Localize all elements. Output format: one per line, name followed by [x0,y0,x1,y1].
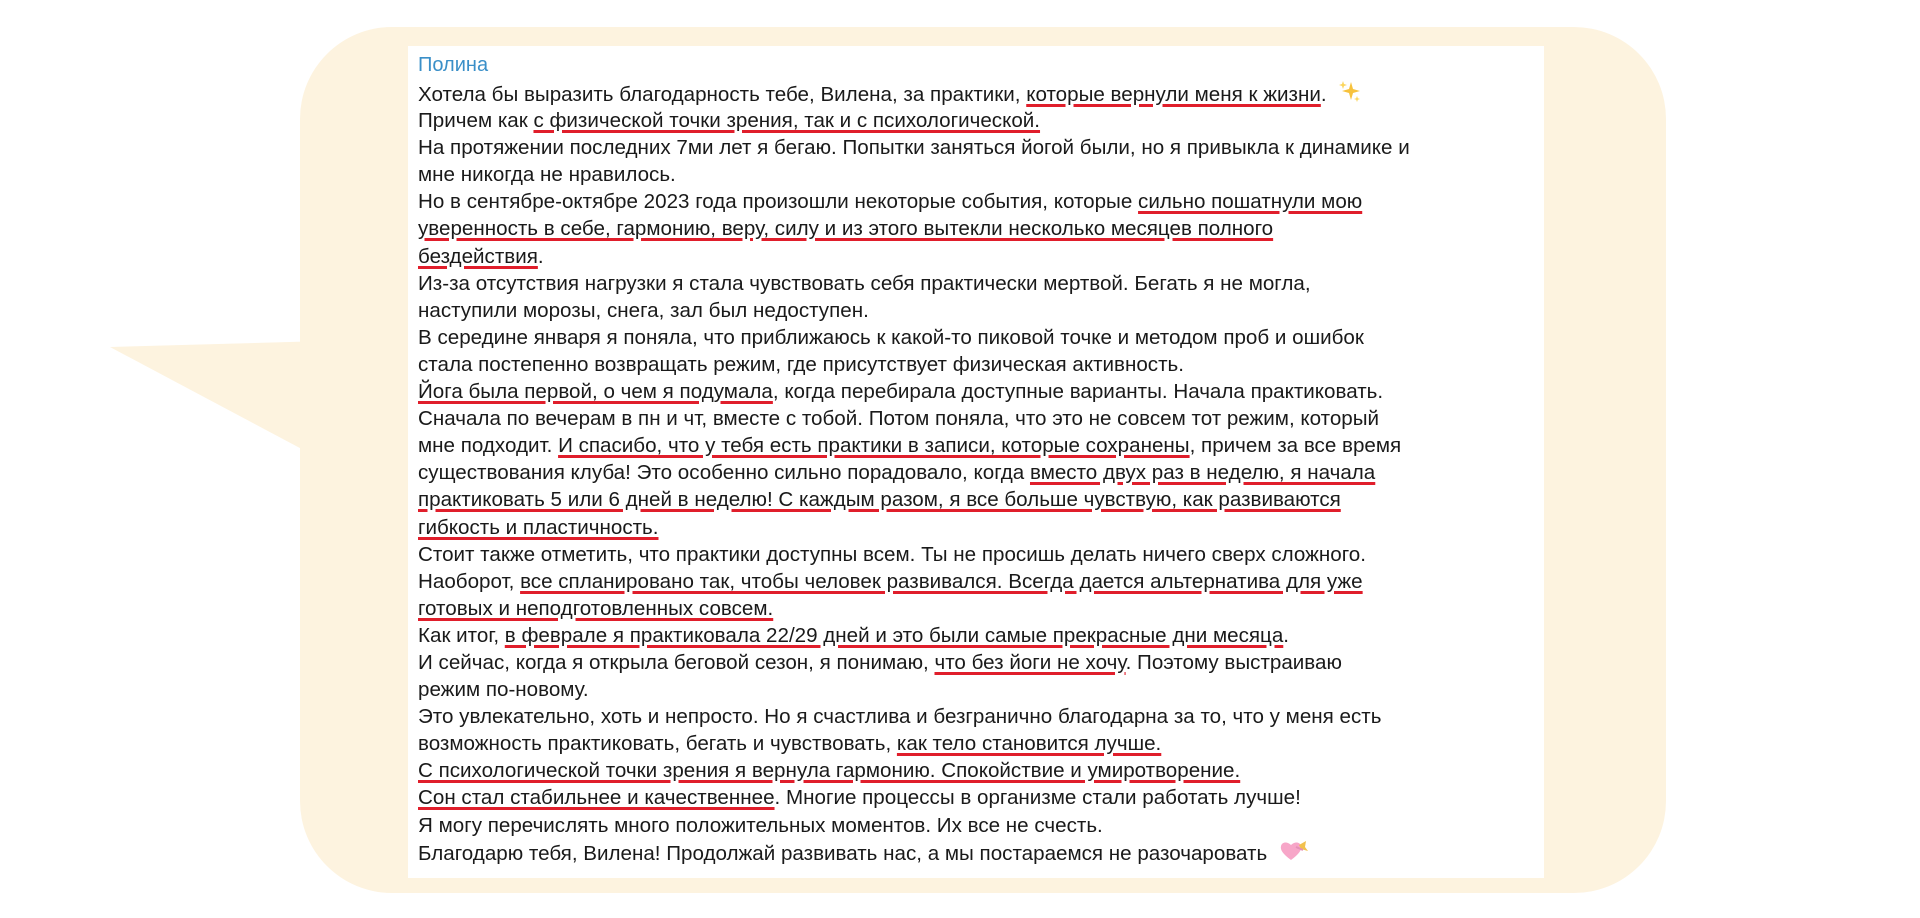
message-text: . [1283,623,1290,647]
message-text: . [1320,82,1333,106]
message-line [418,730,1538,757]
message-line [418,107,1538,134]
message-line [418,161,1538,188]
message-text: режим по-новому. [418,678,589,702]
message-text: . [537,244,544,268]
message-line [418,351,1538,378]
highlighted-text: готовых и неподготовленных совсем. [418,596,774,620]
message-line [418,405,1538,432]
message-line [418,459,1538,486]
message-text: наступили морозы, снега, зал был недоступен. [418,298,869,322]
message-text: стала постепенно возвращать режим, где присутствует физическая активность. [418,352,1184,376]
highlighted-text: как тело становится лучше. [896,732,1162,756]
message-line [418,324,1538,351]
sparkles-icon [1338,80,1362,111]
message-line [418,757,1538,784]
message-text: Это увлекательно, хоть и непросто. Но я счастлива и безгранично благодарна за то, что у меня есть [418,705,1382,729]
message-line [418,622,1538,649]
message-line [418,297,1538,324]
highlighted-text: гибкость и пластичность. [418,515,659,539]
message-line [418,270,1538,297]
message-line [418,568,1538,595]
message-body [418,80,1538,866]
highlighted-text: практиковать 5 или 6 дней в неделю! С каждым разом, я все больше чувствую, как развиваются [418,488,1341,512]
highlighted-text: вместо двух раз в неделю, я начала [1029,461,1376,485]
highlighted-text: Йога была первой, о чем я подумала [418,380,773,404]
highlighted-text: в феврале я практиковала 22/29 дней и это были самые прекрасные дни месяца [504,623,1284,647]
highlighted-text: все спланировано так, чтобы человек развивался. Всегда дается альтернатива для уже [520,569,1363,593]
highlighted-text: И спасибо, что у тебя есть практики в записи, которые сохранены [558,434,1190,458]
highlighted-text: которые вернули меня к жизни [1026,82,1321,106]
message-text: Благодарю тебя, Вилена! Продолжай развивать нас, а мы постараемся не разочаровать [418,841,1273,865]
highlighted-text: Сон стал стабильнее и качественнее [418,786,775,810]
heart-with-ribbon-icon [1279,839,1309,870]
message-text: , причем за все время [1189,434,1402,458]
message-line [418,649,1538,676]
message-text: . Многие процессы в организме стали работать лучше! [774,786,1301,810]
highlighted-text: что без йоги не хочу [934,650,1126,674]
message-line [418,514,1538,541]
sender-name: Полина [418,54,489,76]
message-text: Стоит также отметить, что практики доступны всем. Ты не просишь делать ничего сверх сложного. [418,542,1366,566]
highlighted-text: с физической точки зрения, так и с психологической. [533,109,1041,133]
message-text: мне никогда не нравилось. [418,163,676,187]
message-line [418,595,1538,622]
message-text: На протяжении последних 7ми лет я бегаю. Попытки заняться йогой были, но я привыкла к динамике и [418,136,1410,160]
message-line [418,812,1538,839]
message-text: Причем как [418,109,534,133]
message-line [418,80,1538,107]
message-text: . Поэтому выстраиваю [1125,650,1342,674]
highlighted-text: бездействия [418,244,538,268]
message-text: Наоборот, [418,569,521,593]
message-line [418,432,1538,459]
message-line [418,486,1538,513]
message-text: Я могу перечислять много положительных моментов. Их все не счесть. [418,813,1103,837]
message-text: Сначала по вечерам в пн и чт, вместе с тобой. Потом поняла, что это не совсем тот режим, который [418,407,1380,431]
highlighted-text: уверенность в себе, гармонию, веру, силу и из этого вытекли несколько месяцев полного [418,217,1274,241]
message-line [418,703,1538,730]
message-line [418,243,1538,270]
highlighted-text: сильно пошатнули мою [1138,190,1363,214]
message-line [418,188,1538,215]
message-card [408,46,1544,878]
message-text: В середине января я поняла, что приближаюсь к какой-то пиковой точке и методом проб и ошибок [418,325,1364,349]
message-line [418,134,1538,161]
message-text: И сейчас, когда я открыла беговой сезон, я понимаю, [418,650,935,674]
message-text: мне подходит. [418,434,559,458]
message-text: Хотела бы выразить благодарность тебе, Вилена, за практики, [418,82,1027,106]
message-line [418,215,1538,242]
message-text: возможность практиковать, бегать и чувствовать, [418,732,897,756]
message-line [418,839,1538,866]
message-line [418,784,1538,811]
message-text: Как итог, [418,623,505,647]
message-line [418,378,1538,405]
highlighted-text: С психологической точки зрения я вернула гармонию. Спокойствие и умиротворение. [418,759,1241,783]
message-text: существования клуба! Это особенно сильно порадовало, когда [418,461,1030,485]
message-text: , когда перебирала доступные варианты. Начала практиковать. [772,380,1384,404]
message-line [418,541,1538,568]
message-text: Но в сентябре-октябре 2023 года произошли некоторые события, которые [418,190,1139,214]
message-line [418,676,1538,703]
message-text: Из-за отсутствия нагрузки я стала чувствовать себя практически мертвой. Бегать я не могла, [418,271,1311,295]
